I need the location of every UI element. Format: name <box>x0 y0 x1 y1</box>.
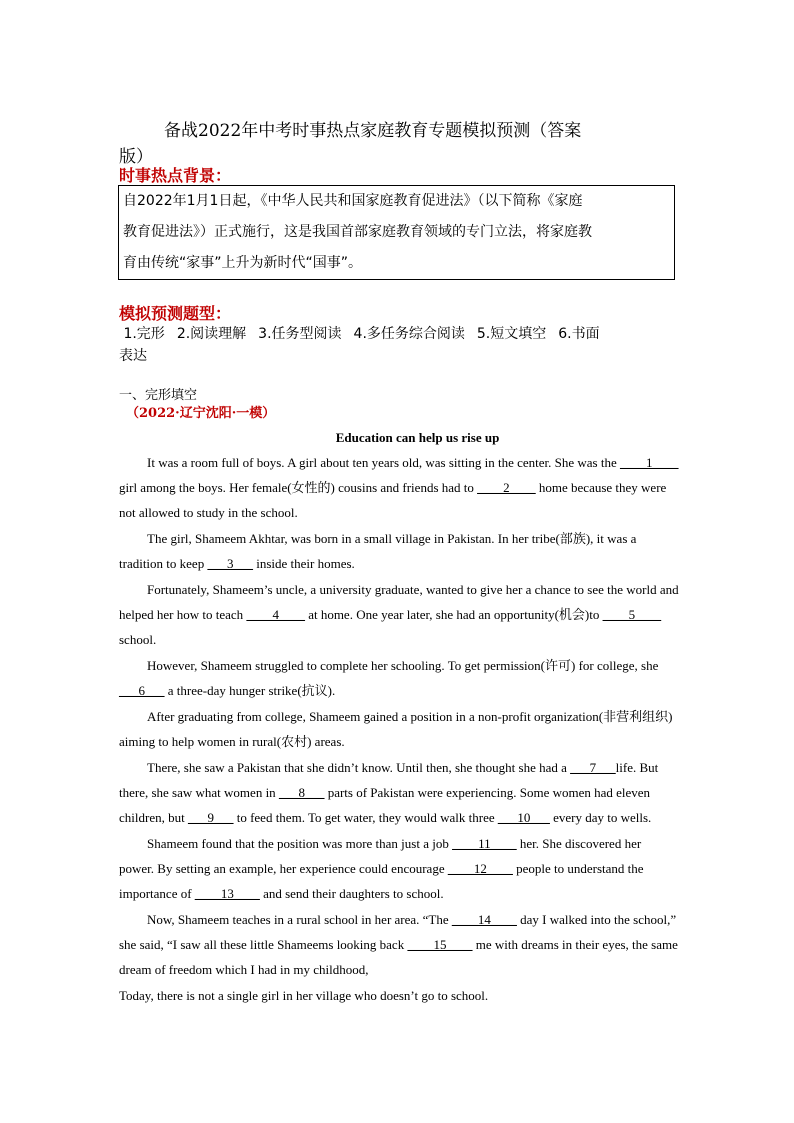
cloze-blank-11[interactable]: ____11____ <box>452 836 517 851</box>
passage-paragraph: The girl, Shameem Akhtar, was born in a small village in Pakistan. In her tribe(部族), it was a tradition to keep ___3___ inside their homes. <box>119 531 637 571</box>
passage-paragraph: However, Shameem struggled to complete her schooling. To get permission(许可) for college, she ___6___ a three-day hunger strike(抗议). <box>119 658 659 698</box>
question-type-wrap: 表达 <box>119 348 147 364</box>
cloze-blank-15[interactable]: ____15____ <box>407 937 473 952</box>
background-line-2: 教育促进法》）正式施行，这是我国首部家庭教育领域的专门立法，将家庭教 <box>123 224 592 240</box>
passage-paragraph: After graduating from college, Shameem gained a position in a non-profit organization(非营利组织) aiming to help women in rural(农村) areas. <box>119 709 673 749</box>
background-box <box>118 185 675 280</box>
cloze-blank-1[interactable]: ____1____ <box>619 455 679 470</box>
question-type-item: 4.多任务综合阅读 <box>353 326 465 342</box>
section-heading: 一、完形填空 <box>119 388 198 403</box>
question-type-item: 1.完形 <box>123 326 165 342</box>
passage-paragraph: Shameem found that the position was more than just a job ____11____ her. She discovered her power. By setting an example, her experience could encourage ____12____ people to understand the importance of ____13____ and send their daughters to school. <box>119 836 644 901</box>
passage-paragraph: There, she saw a Pakistan that she didn’t know. Until then, she thought she had a ___7___life. But there, she saw what women in ___8___ parts of Pakistan were experiencing. Some women had eleven children, but ___9___ to feed them. To get water, they would walk three ___10___ every day to wells. <box>119 760 659 825</box>
passage-paragraph: It was a room full of boys. A girl about ten years old, was sitting in the center. She was the ____1____ girl among the boys. Her female(女性的) cousins and friends had to ____2____ home because they were not allowed to study in the school. <box>119 455 679 520</box>
question-type-item: 5.短文填空 <box>476 326 547 342</box>
cloze-blank-9[interactable]: ___9___ <box>187 810 234 825</box>
cloze-blank-13[interactable]: ____13____ <box>194 886 260 901</box>
question-types-heading: 模拟预测题型： <box>119 304 232 323</box>
cloze-blank-14[interactable]: ____14____ <box>451 912 517 927</box>
passage-body <box>119 450 679 1009</box>
cloze-blank-8[interactable]: ___8___ <box>278 785 325 800</box>
cloze-blank-2[interactable]: ____2____ <box>477 480 536 495</box>
cloze-blank-5[interactable]: ____5____ <box>602 607 662 622</box>
question-source: （2022·辽宁沈阳·一模） <box>126 406 276 421</box>
cloze-blank-3[interactable]: ___3___ <box>207 556 253 571</box>
cloze-blank-7[interactable]: ___7___ <box>570 760 616 775</box>
question-type-item: 6.书面 <box>558 326 600 342</box>
background-heading: 时事热点背景： <box>119 166 232 185</box>
passage-paragraph: Now, Shameem teaches in a rural school in her area. “The ____14____ day I walked into the school,” she said, “I saw all these little Shameems looking back ____15____ me with dreams in their eyes, the same dream of freedom which I had in my childhood, <box>119 912 678 977</box>
cloze-blank-6[interactable]: ___6___ <box>119 683 165 698</box>
passage-last-line: Today, there is not a single girl in her village who doesn’t go to school. <box>119 988 489 1003</box>
background-line-3: 育由传统“家事”上升为新时代“国事”。 <box>123 255 363 271</box>
background-line-1: 自2022年1月1日起，《中华人民共和国家庭教育促进法》（以下简称《家庭 <box>123 193 583 209</box>
question-type-item: 3.任务型阅读 <box>258 326 342 342</box>
question-type-item: 2.阅读理解 <box>176 326 247 342</box>
title-line-2: 版） <box>119 147 153 167</box>
passage-paragraph: Fortunately, Shameem’s uncle, a university graduate, wanted to give her a chance to see the world and helped her how to teach ____4____ at home. One year later, she had an opportunity(机会)to ____5____ school. <box>119 582 679 647</box>
cloze-blank-10[interactable]: ___10___ <box>497 810 550 825</box>
title-line-1: 备战2022年中考时事热点家庭教育专题模拟预测（答案 <box>164 121 582 141</box>
cloze-blank-12[interactable]: ____12____ <box>447 861 513 876</box>
question-types-list <box>119 323 679 367</box>
cloze-blank-4[interactable]: ____4____ <box>246 607 305 622</box>
passage-title: Education can help us rise up <box>335 430 500 445</box>
